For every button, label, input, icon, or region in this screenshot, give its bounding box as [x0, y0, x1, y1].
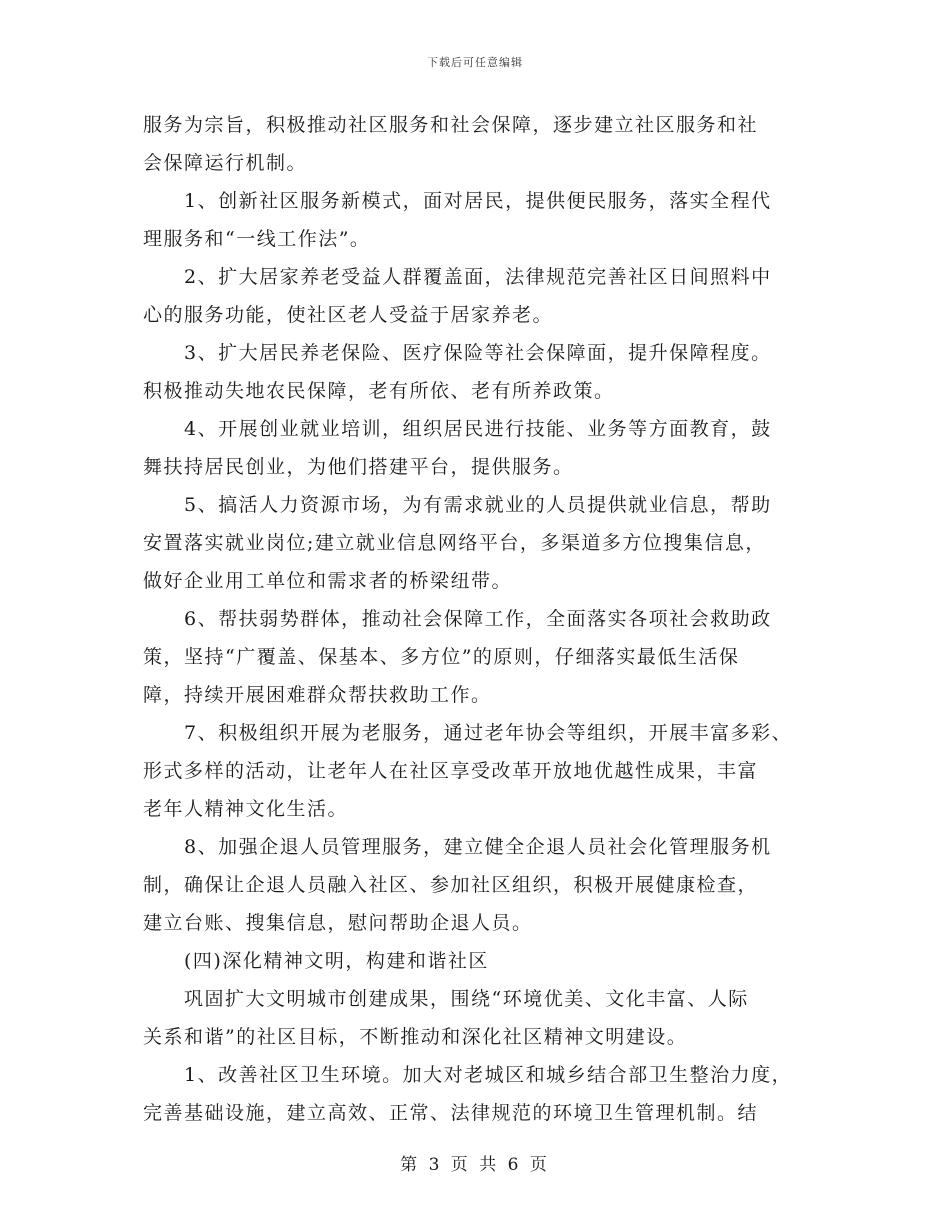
text-line: 会保障运行机制。 — [143, 152, 308, 174]
text-line: 心的服务功能，使社区老人受益于居家养老。 — [143, 304, 554, 326]
text-line: 8、加强企退人员管理服务，建立健全企退人员社会化管理服务机 — [184, 836, 772, 858]
text-line: 舞扶持居民创业，为他们搭建平台，提供服务。 — [143, 456, 574, 478]
text-line: 做好企业用工单位和需求者的桥梁纽带。 — [143, 570, 513, 592]
text-line: 形式多样的活动，让老年人在社区享受改革开放地优越性成果，丰富 — [143, 760, 759, 782]
page-number-footer: 第 3 页 共 6 页 — [400, 1155, 550, 1175]
text-line: 6、帮扶弱势群体，推动社会保障工作，全面落实各项社会救助政 — [184, 608, 772, 630]
text-line: 3、扩大居民养老保险、医疗保险等社会保障面，提升保障程度。 — [184, 342, 772, 364]
text-line: 1、改善社区卫生环境。加大对老城区和城乡结合部卫生整治力度， — [184, 1064, 793, 1086]
text-line: 安置落实就业岗位;建立就业信息网络平台，多渠道多方位搜集信息， — [143, 532, 766, 554]
text-line: 2、扩大居家养老受益人群覆盖面，法律规范完善社区日间照料中 — [184, 266, 772, 288]
text-line: 4、开展创业就业培训，组织居民进行技能、业务等方面教育，鼓 — [184, 418, 772, 440]
text-line: 制，确保让企退人员融入社区、参加社区组织，积极开展健康检查， — [143, 874, 759, 896]
text-line: 7、积极组织开展为老服务，通过老年协会等组织，开展丰富多彩、 — [184, 722, 793, 744]
text-line: 积极推动失地农民保障，老有所依、老有所养政策。 — [143, 380, 615, 402]
text-line: 策，坚持“广覆盖、保基本、多方位”的原则，仔细落实最低生活保 — [143, 646, 740, 668]
text-line: 巩固扩大文明城市创建成果，围绕“环境优美、文化丰富、人际 — [184, 988, 749, 1010]
text-line: 老年人精神文化生活。 — [143, 798, 349, 820]
page-header: 下载后可任意编辑 — [427, 56, 523, 69]
text-line: 5、搞活人力资源市场，为有需求就业的人员提供就业信息，帮助 — [184, 494, 772, 516]
text-line: 完善基础设施，建立高效、正常、法律规范的环境卫生管理机制。结 — [143, 1102, 759, 1124]
text-line: 建立台账、搜集信息，慰问帮助企退人员。 — [143, 912, 533, 934]
text-line: 1、创新社区服务新模式，面对居民，提供便民服务，落实全程代 — [184, 190, 772, 212]
text-line: 障，持续开展困难群众帮扶救助工作。 — [143, 684, 492, 706]
text-line: 理服务和“一线工作法”。 — [143, 228, 371, 250]
text-line: 关系和谐”的社区目标，不断推动和深化社区精神文明建设。 — [143, 1026, 688, 1048]
text-line: (四)深化精神文明，构建和谐社区 — [184, 950, 489, 972]
document-body — [143, 106, 811, 1132]
text-line: 服务为宗旨，积极推动社区服务和社会保障，逐步建立社区服务和社 — [143, 114, 759, 136]
